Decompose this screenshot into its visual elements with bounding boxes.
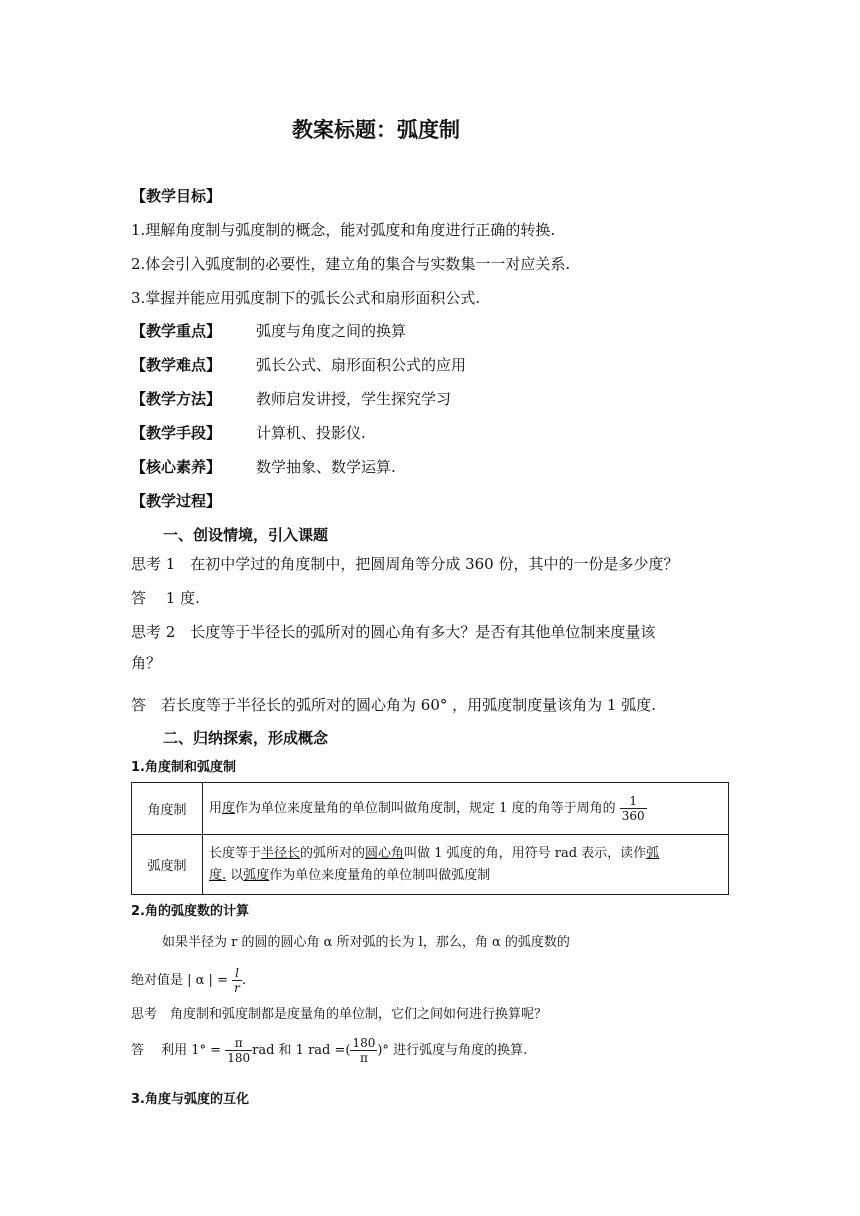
calc-line-1: 如果半径为 r 的圆的圆心角 α 所对弧的长为 l，那么，角 α 的弧度数的 [162,935,570,950]
question-2-line2: 角？ [131,654,162,672]
objective-item-2: 2.体会引入弧度制的必要性，建立角的集合与实数集一一对应关系. [131,255,571,273]
fraction-180-over-pi [350,1036,377,1065]
question-2-line1: 思考 2 长度等于半径长的弧所对的圆心角有多大？是否有其他单位制来度量该 [131,623,656,641]
fraction-denominator: r [234,981,240,995]
subheading-2: 2.角的弧度数的计算 [131,904,249,919]
fraction-1-360 [620,794,647,823]
table-value-radian [203,835,729,895]
underlined-term: 半径长 [261,845,301,861]
fraction-pi-over-180 [225,1036,252,1065]
literacy-value: 数学抽象、数学运算. [256,458,396,476]
methods-value: 教师启发讲授，学生探究学习 [256,390,452,408]
literacy-label: 【核心素养】 [131,458,222,476]
text-fragment: 叫做 1 弧度的角，用符号 rad 表示，读作 [404,845,647,861]
text-fragment: 长度等于 [209,845,262,861]
means-label: 【教学手段】 [131,424,222,442]
difficulties-label: 【教学难点】 [131,356,222,374]
underlined-term: 弧 [646,845,660,861]
conversion-answer [131,1036,527,1065]
means-value: 计算机、投影仪. [256,424,366,442]
calc-line-2 [131,966,246,995]
key-points-value: 弧度与角度之间的换算 [256,322,407,340]
key-points-label: 【教学重点】 [131,322,222,340]
text-fragment: 答 利用 1° = [131,1043,222,1058]
underlined-term: 度 [222,801,236,816]
text-fragment: 作为单位来度量角的单位制叫做角度制，规定 1 度的角等于周角的 [235,801,616,816]
difficulties-value: 弧长公式、扇形面积公式的应用 [256,356,467,374]
part2-heading: 二、归纳探索，形成概念 [163,729,329,747]
fraction-numerator: 180 [352,1036,376,1050]
table-row [132,783,729,835]
fraction-denominator: 180 [227,1051,251,1065]
text-fragment: )° 进行弧度与角度的换算. [377,1043,528,1058]
definition-table [131,782,729,895]
table-value-degree [203,783,729,835]
text-fragment: 的弧所对的 [300,845,366,861]
methods-label: 【教学方法】 [131,390,222,408]
answer-2: 答 若长度等于半径长的弧所对的圆心角为 60° ，用弧度制度量该角为 1 弧度. [131,696,656,714]
answer-1: 答 1 度. [131,589,200,607]
fraction-numerator: π [225,1036,252,1051]
text-fragment: 绝对值是 | α | = [131,973,228,988]
underlined-term: 弧度 [243,867,270,883]
question-1: 思考 1 在初中学过的角度制中，把圆周角等分成 360 份，其中的一份是多少度？ [131,555,679,573]
subheading-1: 1.角度制和弧度制 [131,760,236,775]
underlined-term: 度. [209,867,227,883]
table-key-degree: 角度制 [132,783,203,835]
fraction-l-over-r [232,966,242,995]
objectives-heading: 【教学目标】 [131,187,222,205]
text-fragment: . [241,973,246,988]
part1-heading: 一、创设情境，引入课题 [163,526,329,544]
process-heading: 【教学过程】 [131,492,222,510]
table-row [132,835,729,895]
table-key-radian: 弧度制 [132,835,203,895]
objective-item-1: 1.理解角度制与弧度制的概念，能对弧度和角度进行正确的转换. [131,221,556,239]
text-fragment: 用 [209,801,223,816]
fraction-numerator: 1 [620,794,647,809]
subheading-3: 3.角度与弧度的互化 [131,1092,249,1107]
fraction-denominator: π [359,1051,368,1065]
underlined-term: 圆心角 [365,845,405,861]
text-fragment: rad 和 1 rad =( [252,1043,351,1058]
think-question: 思考 角度制和弧度制都是度量角的单位制，它们之间如何进行换算呢？ [131,1007,548,1022]
text-fragment: 以 [226,867,244,883]
objective-item-3: 3.掌握并能应用弧度制下的弧长公式和扇形面积公式. [131,289,481,307]
page-title: 教案标题：弧度制 [292,118,460,142]
fraction-numerator: l [232,966,242,981]
fraction-denominator: 360 [621,809,645,823]
text-fragment: 作为单位来度量角的单位制叫做弧度制 [269,867,491,883]
